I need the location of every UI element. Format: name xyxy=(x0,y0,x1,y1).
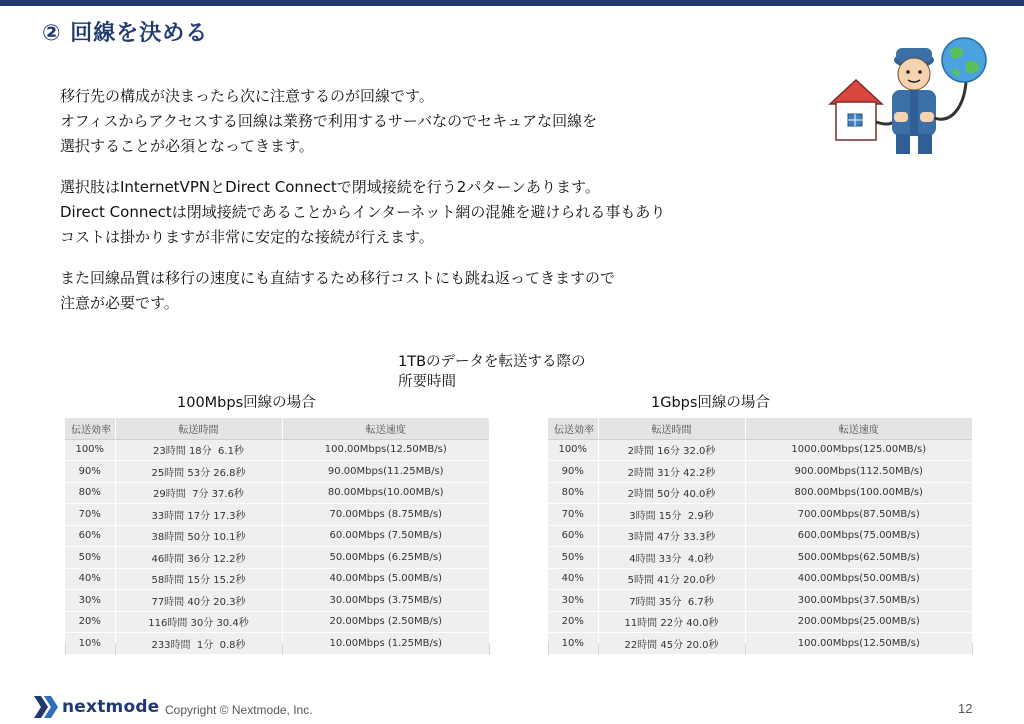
cell-transfer-speed: 1000.00Mbps(125.00MB/s) xyxy=(745,439,972,461)
cell-efficiency: 30% xyxy=(548,590,598,612)
cell-transfer-speed: 90.00Mbps(11.25MB/s) xyxy=(282,461,489,483)
cell-efficiency: 80% xyxy=(548,482,598,504)
cell-efficiency: 10% xyxy=(65,633,115,654)
table-row xyxy=(548,504,972,526)
table-tail-line xyxy=(115,643,116,655)
nextmode-logo-icon xyxy=(34,696,58,718)
table-row xyxy=(548,611,972,633)
paragraph-2 xyxy=(60,175,665,250)
cell-transfer-time: 3時間 15分 2.9秒 xyxy=(598,504,745,526)
header-transfer-time: 転送時間 xyxy=(598,418,745,439)
cell-efficiency: 100% xyxy=(65,439,115,461)
cell-efficiency: 70% xyxy=(65,504,115,526)
transfer-table-100mbps xyxy=(65,418,489,654)
cell-efficiency: 50% xyxy=(548,547,598,569)
table-row xyxy=(65,461,489,483)
cell-transfer-time: 46時間 36分 12.2秒 xyxy=(115,547,282,569)
center-caption-line: 1TBのデータを転送する際の xyxy=(398,354,586,370)
header-efficiency: 伝送効率 xyxy=(65,418,115,439)
cell-transfer-time: 2時間 50分 40.0秒 xyxy=(598,482,745,504)
technician-icon xyxy=(892,48,936,154)
paragraph-line: Direct Connectは閉域接続であることからインターネット網の混雑を避けられる事もあり xyxy=(60,203,666,221)
cell-efficiency: 70% xyxy=(548,504,598,526)
cell-transfer-time: 2時間 16分 32.0秒 xyxy=(598,439,745,461)
cell-efficiency: 40% xyxy=(548,568,598,590)
center-caption xyxy=(398,352,586,392)
table-row xyxy=(65,611,489,633)
cell-transfer-time: 33時間 17分 17.3秒 xyxy=(115,504,282,526)
header-transfer-speed: 転送速度 xyxy=(282,418,489,439)
paragraph-line: オフィスからアクセスする回線は業務で利用するサーバなのでセキュアな回線を xyxy=(60,112,598,130)
cell-efficiency: 90% xyxy=(548,461,598,483)
cell-efficiency: 40% xyxy=(65,568,115,590)
table-row xyxy=(548,633,972,654)
cell-transfer-speed: 100.00Mbps(12.50MB/s) xyxy=(282,439,489,461)
transfer-table-1gbps xyxy=(548,418,972,654)
table-header-row xyxy=(548,418,972,439)
center-caption-line: 所要時間 xyxy=(398,374,456,390)
table-tail-line xyxy=(65,643,66,655)
cell-transfer-time: 7時間 35分 6.7秒 xyxy=(598,590,745,612)
left-table-caption: 100Mbps回線の場合 xyxy=(177,395,316,411)
cell-transfer-speed: 400.00Mbps(50.00MB/s) xyxy=(745,568,972,590)
page-number: 12 xyxy=(958,701,973,716)
cell-transfer-speed: 800.00Mbps(100.00MB/s) xyxy=(745,482,972,504)
cell-transfer-speed: 500.00Mbps(62.50MB/s) xyxy=(745,547,972,569)
table-row xyxy=(548,439,972,461)
cell-transfer-speed: 50.00Mbps (6.25MB/s) xyxy=(282,547,489,569)
page-title: ② 回線を決める xyxy=(42,21,209,46)
cell-transfer-speed: 30.00Mbps (3.75MB/s) xyxy=(282,590,489,612)
cell-efficiency: 100% xyxy=(548,439,598,461)
table-row xyxy=(548,590,972,612)
cell-transfer-time: 3時間 47分 33.3秒 xyxy=(598,525,745,547)
table-tail-line xyxy=(548,643,549,655)
footer-brand: nextmode xyxy=(62,697,160,717)
table-row xyxy=(548,461,972,483)
cell-transfer-time: 233時間 1分 0.8秒 xyxy=(115,633,282,654)
cell-efficiency: 20% xyxy=(65,611,115,633)
paragraph-line: コストは掛かりますが非常に安定的な接続が行えます。 xyxy=(60,228,434,246)
table-tail-line xyxy=(282,643,283,655)
cell-transfer-speed: 700.00Mbps(87.50MB/s) xyxy=(745,504,972,526)
cell-transfer-speed: 70.00Mbps (8.75MB/s) xyxy=(282,504,489,526)
header-transfer-speed: 転送速度 xyxy=(745,418,972,439)
table-row xyxy=(548,525,972,547)
header-efficiency: 伝送効率 xyxy=(548,418,598,439)
cell-transfer-time: 29時間 7分 37.6秒 xyxy=(115,482,282,504)
cell-transfer-time: 116時間 30分 30.4秒 xyxy=(115,611,282,633)
cell-transfer-speed: 10.00Mbps (1.25MB/s) xyxy=(282,633,489,654)
cell-transfer-speed: 200.00Mbps(25.00MB/s) xyxy=(745,611,972,633)
cell-transfer-time: 58時間 15分 15.2秒 xyxy=(115,568,282,590)
paragraph-line: 移行先の構成が決まったら次に注意するのが回線です。 xyxy=(60,87,434,105)
right-table-caption: 1Gbps回線の場合 xyxy=(651,395,770,411)
table-row xyxy=(548,568,972,590)
table-row xyxy=(548,547,972,569)
cell-efficiency: 80% xyxy=(65,482,115,504)
top-accent-bar xyxy=(0,0,1024,6)
paragraph-line: 注意が必要です。 xyxy=(60,294,179,312)
cell-efficiency: 60% xyxy=(548,525,598,547)
table-row xyxy=(65,504,489,526)
cell-transfer-time: 11時間 22分 40.0秒 xyxy=(598,611,745,633)
cell-efficiency: 20% xyxy=(548,611,598,633)
table-row xyxy=(65,547,489,569)
paragraph-line: 選択肢はInternetVPNとDirect Connectで閉域接続を行う2パターンあります。 xyxy=(60,178,600,196)
cell-transfer-time: 4時間 33分 4.0秒 xyxy=(598,547,745,569)
table-row xyxy=(65,633,489,654)
paragraph-1 xyxy=(60,84,597,159)
cell-transfer-time: 25時間 53分 26.8秒 xyxy=(115,461,282,483)
cell-transfer-time: 2時間 31分 42.2秒 xyxy=(598,461,745,483)
cell-efficiency: 50% xyxy=(65,547,115,569)
cell-efficiency: 60% xyxy=(65,525,115,547)
cell-transfer-speed: 80.00Mbps(10.00MB/s) xyxy=(282,482,489,504)
cell-transfer-speed: 100.00Mbps(12.50MB/s) xyxy=(745,633,972,654)
table-row xyxy=(65,482,489,504)
cell-transfer-time: 22時間 45分 20.0秒 xyxy=(598,633,745,654)
cell-transfer-time: 38時間 50分 10.1秒 xyxy=(115,525,282,547)
paragraph-line: また回線品質は移行の速度にも直結するため移行コストにも跳ね返ってきますので xyxy=(60,269,616,287)
house-icon xyxy=(830,80,882,140)
cell-transfer-speed: 600.00Mbps(75.00MB/s) xyxy=(745,525,972,547)
table-header-row xyxy=(65,418,489,439)
cell-transfer-speed: 900.00Mbps(112.50MB/s) xyxy=(745,461,972,483)
cell-transfer-speed: 300.00Mbps(37.50MB/s) xyxy=(745,590,972,612)
cell-transfer-speed: 20.00Mbps (2.50MB/s) xyxy=(282,611,489,633)
cell-transfer-time: 77時間 40分 20.3秒 xyxy=(115,590,282,612)
cell-efficiency: 10% xyxy=(548,633,598,654)
table-row xyxy=(65,590,489,612)
table-tail-line xyxy=(489,643,490,655)
table-tail-line xyxy=(598,643,599,655)
cell-transfer-speed: 60.00Mbps (7.50MB/s) xyxy=(282,525,489,547)
footer-copyright: Copyright © Nextmode, Inc. xyxy=(165,703,313,717)
globe-icon xyxy=(942,38,986,82)
cell-transfer-time: 23時間 18分 6.1秒 xyxy=(115,439,282,461)
paragraph-3 xyxy=(60,266,615,316)
table-tail-line xyxy=(745,643,746,655)
table-row xyxy=(65,525,489,547)
table-row xyxy=(65,439,489,461)
table-row xyxy=(65,568,489,590)
cell-efficiency: 90% xyxy=(65,461,115,483)
table-row xyxy=(548,482,972,504)
table-tail-line xyxy=(972,643,973,655)
cell-efficiency: 30% xyxy=(65,590,115,612)
paragraph-line: 選択することが必須となってきます。 xyxy=(60,137,314,155)
network-illustration xyxy=(826,34,990,158)
cell-transfer-time: 5時間 41分 20.0秒 xyxy=(598,568,745,590)
cell-transfer-speed: 40.00Mbps (5.00MB/s) xyxy=(282,568,489,590)
header-transfer-time: 転送時間 xyxy=(115,418,282,439)
